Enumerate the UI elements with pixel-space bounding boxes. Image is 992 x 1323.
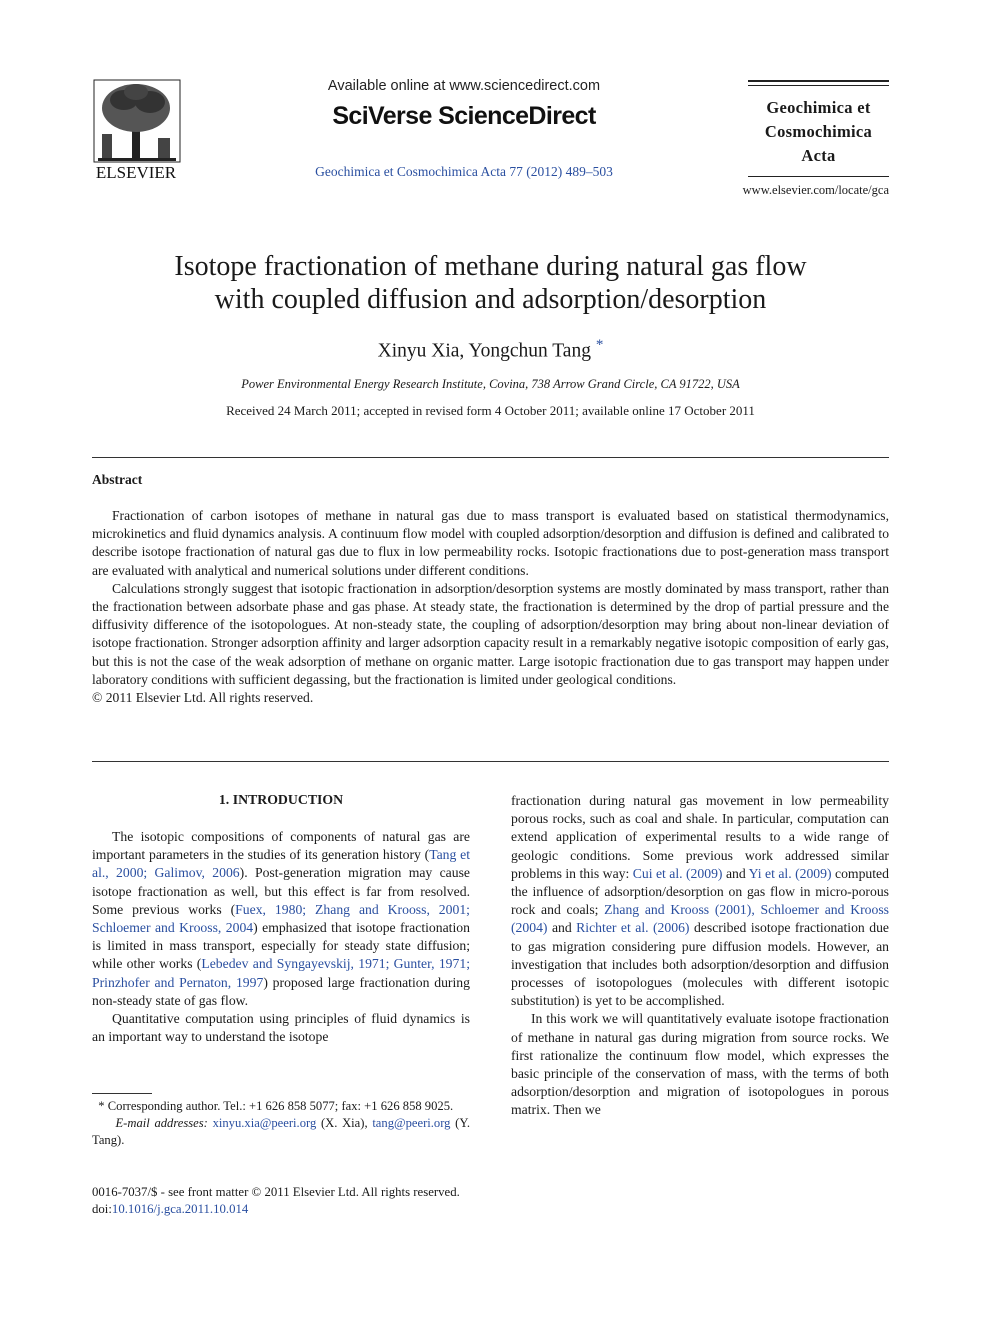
journal-name bbox=[748, 96, 889, 168]
journal-box-top-rule bbox=[748, 80, 889, 82]
email-link[interactable]: xinyu.xia@peeri.org bbox=[212, 1116, 317, 1130]
text-span: ) proposed large fractionation during non-steady state of gas flow. bbox=[92, 974, 470, 1008]
abstract-heading: Abstract bbox=[92, 472, 143, 487]
doi-link[interactable]: 10.1016/j.gca.2011.10.014 bbox=[111, 1202, 249, 1216]
email-label: E-mail addresses: bbox=[115, 1116, 208, 1130]
right-column bbox=[511, 792, 889, 1120]
reference-link[interactable]: Richter et al. (2006) bbox=[576, 920, 690, 936]
section-heading: 1. INTRODUCTION bbox=[218, 792, 344, 807]
intro-paragraph-continued bbox=[511, 792, 889, 1010]
text-span: ). Post-generation migration may cause isotope fractionation as well, but this effect is far from resolved. Some previous works ( bbox=[92, 865, 470, 917]
reference-link[interactable]: Fuex, 1980; Zhang and Krooss, 2001; Schloemer and Krooss, 2004 bbox=[92, 901, 470, 936]
corresponding-author-mark[interactable]: * bbox=[595, 337, 604, 353]
author-list bbox=[92, 337, 889, 363]
author-names: Xinyu Xia, Yongchun Tang bbox=[377, 340, 591, 362]
sciverse-logo[interactable]: SciVerse ScienceDirect bbox=[332, 102, 596, 130]
journal-name-line: Cosmochimica bbox=[764, 122, 873, 141]
intro-paragraph: In this work we will quantitatively evaluate isotope fractionation of methane in natural gas during migration from source rocks. We first rationalize the continuum flow model, which expresses the basic principle of the conservation of mass, with the terms of both adsorption/desorption and migration of isotopologues in porous matrix. Then we bbox=[511, 1011, 889, 1118]
issn-line: 0016-7037/$ - see front matter © 2011 Elsevier Ltd. All rights reserved. bbox=[92, 1185, 460, 1199]
journal-box-bottom-rule bbox=[748, 176, 889, 177]
text-span: fractionation during natural gas movement in low permeability porous rocks, such as coal and shale. In particular, computation can extend application of experimental results to a wide range of geologic conditions. Some previous work addressed similar problems in this way: bbox=[511, 793, 889, 881]
reference-link[interactable]: Cui et al. (2009) bbox=[632, 865, 723, 881]
journal-citation-link[interactable]: Geochimica et Cosmochimica Acta 77 (2012) 489–503 bbox=[315, 164, 613, 179]
text-span: and bbox=[722, 865, 749, 881]
article-title bbox=[92, 250, 889, 316]
footnote-emails bbox=[92, 1115, 470, 1149]
reference-link[interactable]: Lebedev and Syngayevskij, 1971; Gunter, 1971; Prinzhofer and Pernaton, 1997 bbox=[92, 956, 470, 990]
email-owner: (X. Xia), bbox=[316, 1116, 373, 1130]
footnote-mark: * bbox=[98, 1099, 105, 1113]
doi-line bbox=[92, 1201, 512, 1218]
copyright-line: © 2011 Elsevier Ltd. All rights reserved. bbox=[92, 690, 314, 706]
article-dates: Received 24 March 2011; accepted in revised form 4 October 2011; available online 17 October 2011 bbox=[226, 403, 755, 418]
email-owner: (Y. Tang). bbox=[92, 1116, 470, 1147]
affiliation: Power Environmental Energy Research Institute, Covina, 738 Arrow Grand Circle, CA 91722, USA bbox=[241, 377, 740, 391]
journal-name-line: Geochimica et bbox=[766, 98, 871, 117]
abstract-top-rule bbox=[92, 457, 889, 458]
journal-name-line: Acta bbox=[801, 146, 836, 165]
email-link[interactable]: tang@peeri.org bbox=[372, 1116, 451, 1130]
available-online-text: Available online at www.sciencedirect.com bbox=[327, 78, 601, 94]
doi-label: doi: bbox=[92, 1202, 112, 1216]
title-line: with coupled diffusion and adsorption/desorption bbox=[214, 284, 767, 315]
footnote-text: Corresponding author. Tel.: +1 626 858 5077; fax: +1 626 858 9025. bbox=[104, 1099, 454, 1113]
abstract-paragraph: Fractionation of carbon isotopes of methane in natural gas due to mass transport is evaluated based on statistical thermodynamics, microkinetics and fluid dynamics analysis. A continuum flow model with coupled adsorption/desorption and diffusion is defined and calibrated to describe isotope fractionation of natural gas due to flux in low permeability rocks. Isotopic fractionations due to post-generation mass transport are evaluated with analytical and numerical solutions under different conditions. bbox=[92, 508, 889, 578]
text-span: The isotopic compositions of components of natural gas are important parameters in the studies of its generation history ( bbox=[92, 829, 470, 863]
intro-paragraph bbox=[92, 828, 470, 1010]
intro-paragraph: Quantitative computation using principles of fluid dynamics is an important way to understand the isotope bbox=[92, 1011, 470, 1045]
elsevier-logo bbox=[86, 78, 186, 182]
text-span: computed the influence of adsorption/desorption on gas flow in micro-porous rock and coals; bbox=[511, 865, 889, 918]
footnote-corresponding bbox=[92, 1098, 470, 1115]
abstract-body bbox=[92, 507, 889, 707]
abstract-bottom-rule bbox=[92, 761, 889, 762]
reference-link[interactable]: Yi et al. (2009) bbox=[748, 865, 832, 881]
journal-box-top-rule-2 bbox=[748, 85, 889, 86]
text-span: and bbox=[547, 920, 577, 936]
left-column bbox=[92, 828, 470, 1046]
abstract-paragraph: Calculations strongly suggest that isotopic fractionation in adsorption/desorption systems are mostly dominated by mass transport, rather than the fractionation between adsorbate phase and gas phase. At steady state, the fractionation is determined by the drop of partial pressure and the diffusivity difference of the isotopologues. At non-steady state, the coupling of adsorption/desorption may bring about non-linear deviation of isotope fractionation. Stronger adsorption affinity and larger adsorption capacity result in a remarkably negative isotopic composition of early gas, but this is not the case of the weak adsorption of methane on organic matter. Large isotopic fractionation due to gas transport may happen under laboratory conditions with sufficient degassing, but the fractionation is limited under geological conditions. bbox=[92, 580, 889, 687]
footnote-rule bbox=[92, 1093, 152, 1094]
text-span: ) emphasized that isotope fractionation is limited in mass transport, especially for steady state diffusion; while other works ( bbox=[92, 920, 470, 972]
svg-text:ELSEVIER: ELSEVIER bbox=[95, 163, 177, 182]
reference-link[interactable]: Zhang and Krooss (2001), Schloemer and Krooss (2004) bbox=[511, 902, 889, 936]
journal-url[interactable]: www.elsevier.com/locate/gca bbox=[742, 183, 889, 197]
footnote bbox=[92, 1098, 470, 1149]
elsevier-tree-icon bbox=[86, 78, 186, 182]
reference-link[interactable]: Tang et al., 2000; Galimov, 2006 bbox=[92, 847, 470, 881]
text-span: described isotope fractionation due to gas migration considering pure diffusion models. However, an investigation that includes both adsorption/desorption and diffusion processes of isotopologues (molecules with different isotopic substitution) is yet to be accomplished. bbox=[511, 920, 889, 1009]
page-footer bbox=[92, 1184, 512, 1218]
title-line: Isotope fractionation of methane during natural gas flow bbox=[174, 251, 807, 282]
